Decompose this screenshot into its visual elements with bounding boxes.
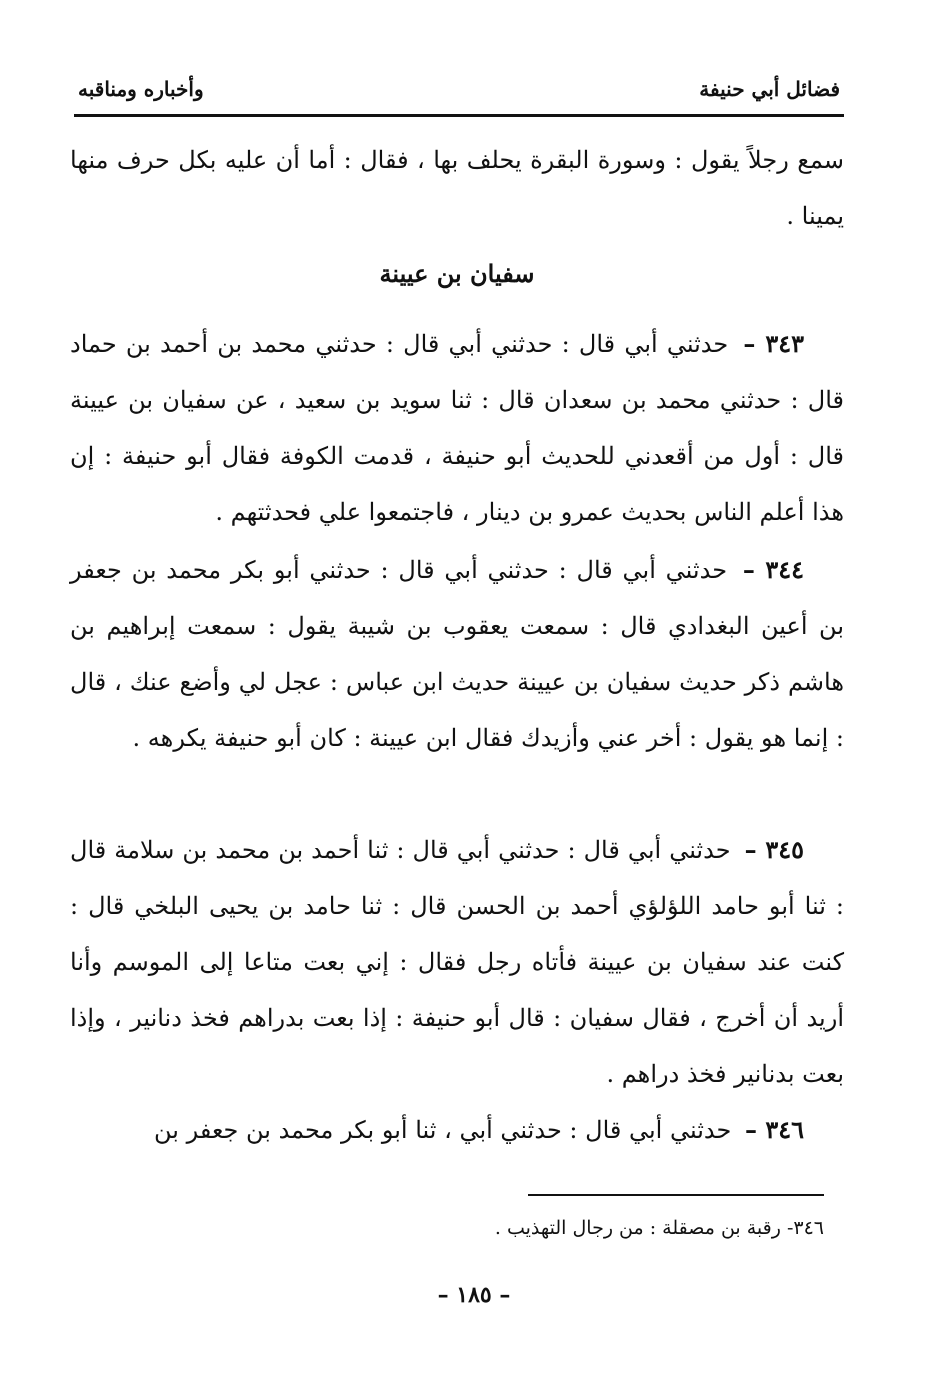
- hadith-343: [70, 316, 844, 540]
- hadith-number: ٣٤٣ –: [743, 329, 804, 358]
- hadith-text: حدثني أبي قال : حدثني أبي قال : حدثني أبو بكر محمد بن جعفر بن أعين البغدادي قال : سمعت يعقوب بن شيبة يقول : سمعت إبراهيم بن هاشم ذكر حديث سفيان بن عيينة حديث ابن عباس : عجل لي وأضع عنك ، قال : إنما هو يقول : أخر عني وأزيدك فقال ابن عيينة : كان أبو حنيفة يكرهه .: [70, 556, 844, 752]
- hadith-number: ٣٤٦ –: [744, 1115, 804, 1144]
- footnote-divider: [528, 1194, 824, 1196]
- hadith-text: حدثني أبي قال : حدثني أبي ، ثنا أبو بكر محمد بن جعفر بن: [154, 1116, 732, 1144]
- header-book-title: فضائل أبي حنيفة: [699, 77, 840, 101]
- hadith-346: [70, 1102, 844, 1158]
- header-section-title: وأخباره ومناقبه: [78, 77, 204, 101]
- page-number: – ١٨٥ –: [437, 1282, 511, 1308]
- hadith-344: [70, 542, 844, 766]
- header-divider: [74, 114, 844, 117]
- hadith-text: حدثني أبي قال : حدثني أبي قال : ثنا أحمد بن محمد بن سلامة قال : ثنا أبو حامد اللؤلؤي أحمد بن الحسن قال : ثنا حامد بن يحيى البلخي قال : كنت عند سفيان بن عيينة فأتاه رجل فقال : إني بعت متاعا إلى الموسم وأنا أريد أن أخرج ، فقال سفيان : قال أبو حنيفة : إذا بعت بدراهم فخذ دنانير ، وإذا بعت بدنانير فخذ دراهم .: [70, 836, 844, 1088]
- section-heading: سفيان بن عيينة: [379, 259, 535, 288]
- hadith-number: ٣٤٤ –: [742, 555, 804, 584]
- footnote: ٣٤٦- رقبة بن مصقلة : من رجال التهذيب .: [494, 1217, 824, 1239]
- paragraph-continuation: سمع رجلاً يقول : وسورة البقرة يحلف بها ، فقال : أما أن عليه بكل حرف منها يمينا .: [70, 146, 844, 230]
- hadith-number: ٣٤٥ –: [744, 835, 804, 864]
- running-header: [78, 74, 840, 110]
- hadith-345: [70, 822, 844, 1102]
- hadith-text: حدثني أبي قال : حدثني أبي قال : حدثني محمد بن أحمد بن حماد قال : حدثني محمد بن سعدان قال : ثنا سويد بن سعيد ، عن سفيان بن عيينة قال : أول من أقعدني للحديث أبو حنيفة ، قدمت الكوفة فقال أبو حنيفة : إن هذا أعلم الناس بحديث عمرو بن دينار ، فاجتمعوا علي فحدثتهم .: [70, 330, 844, 526]
